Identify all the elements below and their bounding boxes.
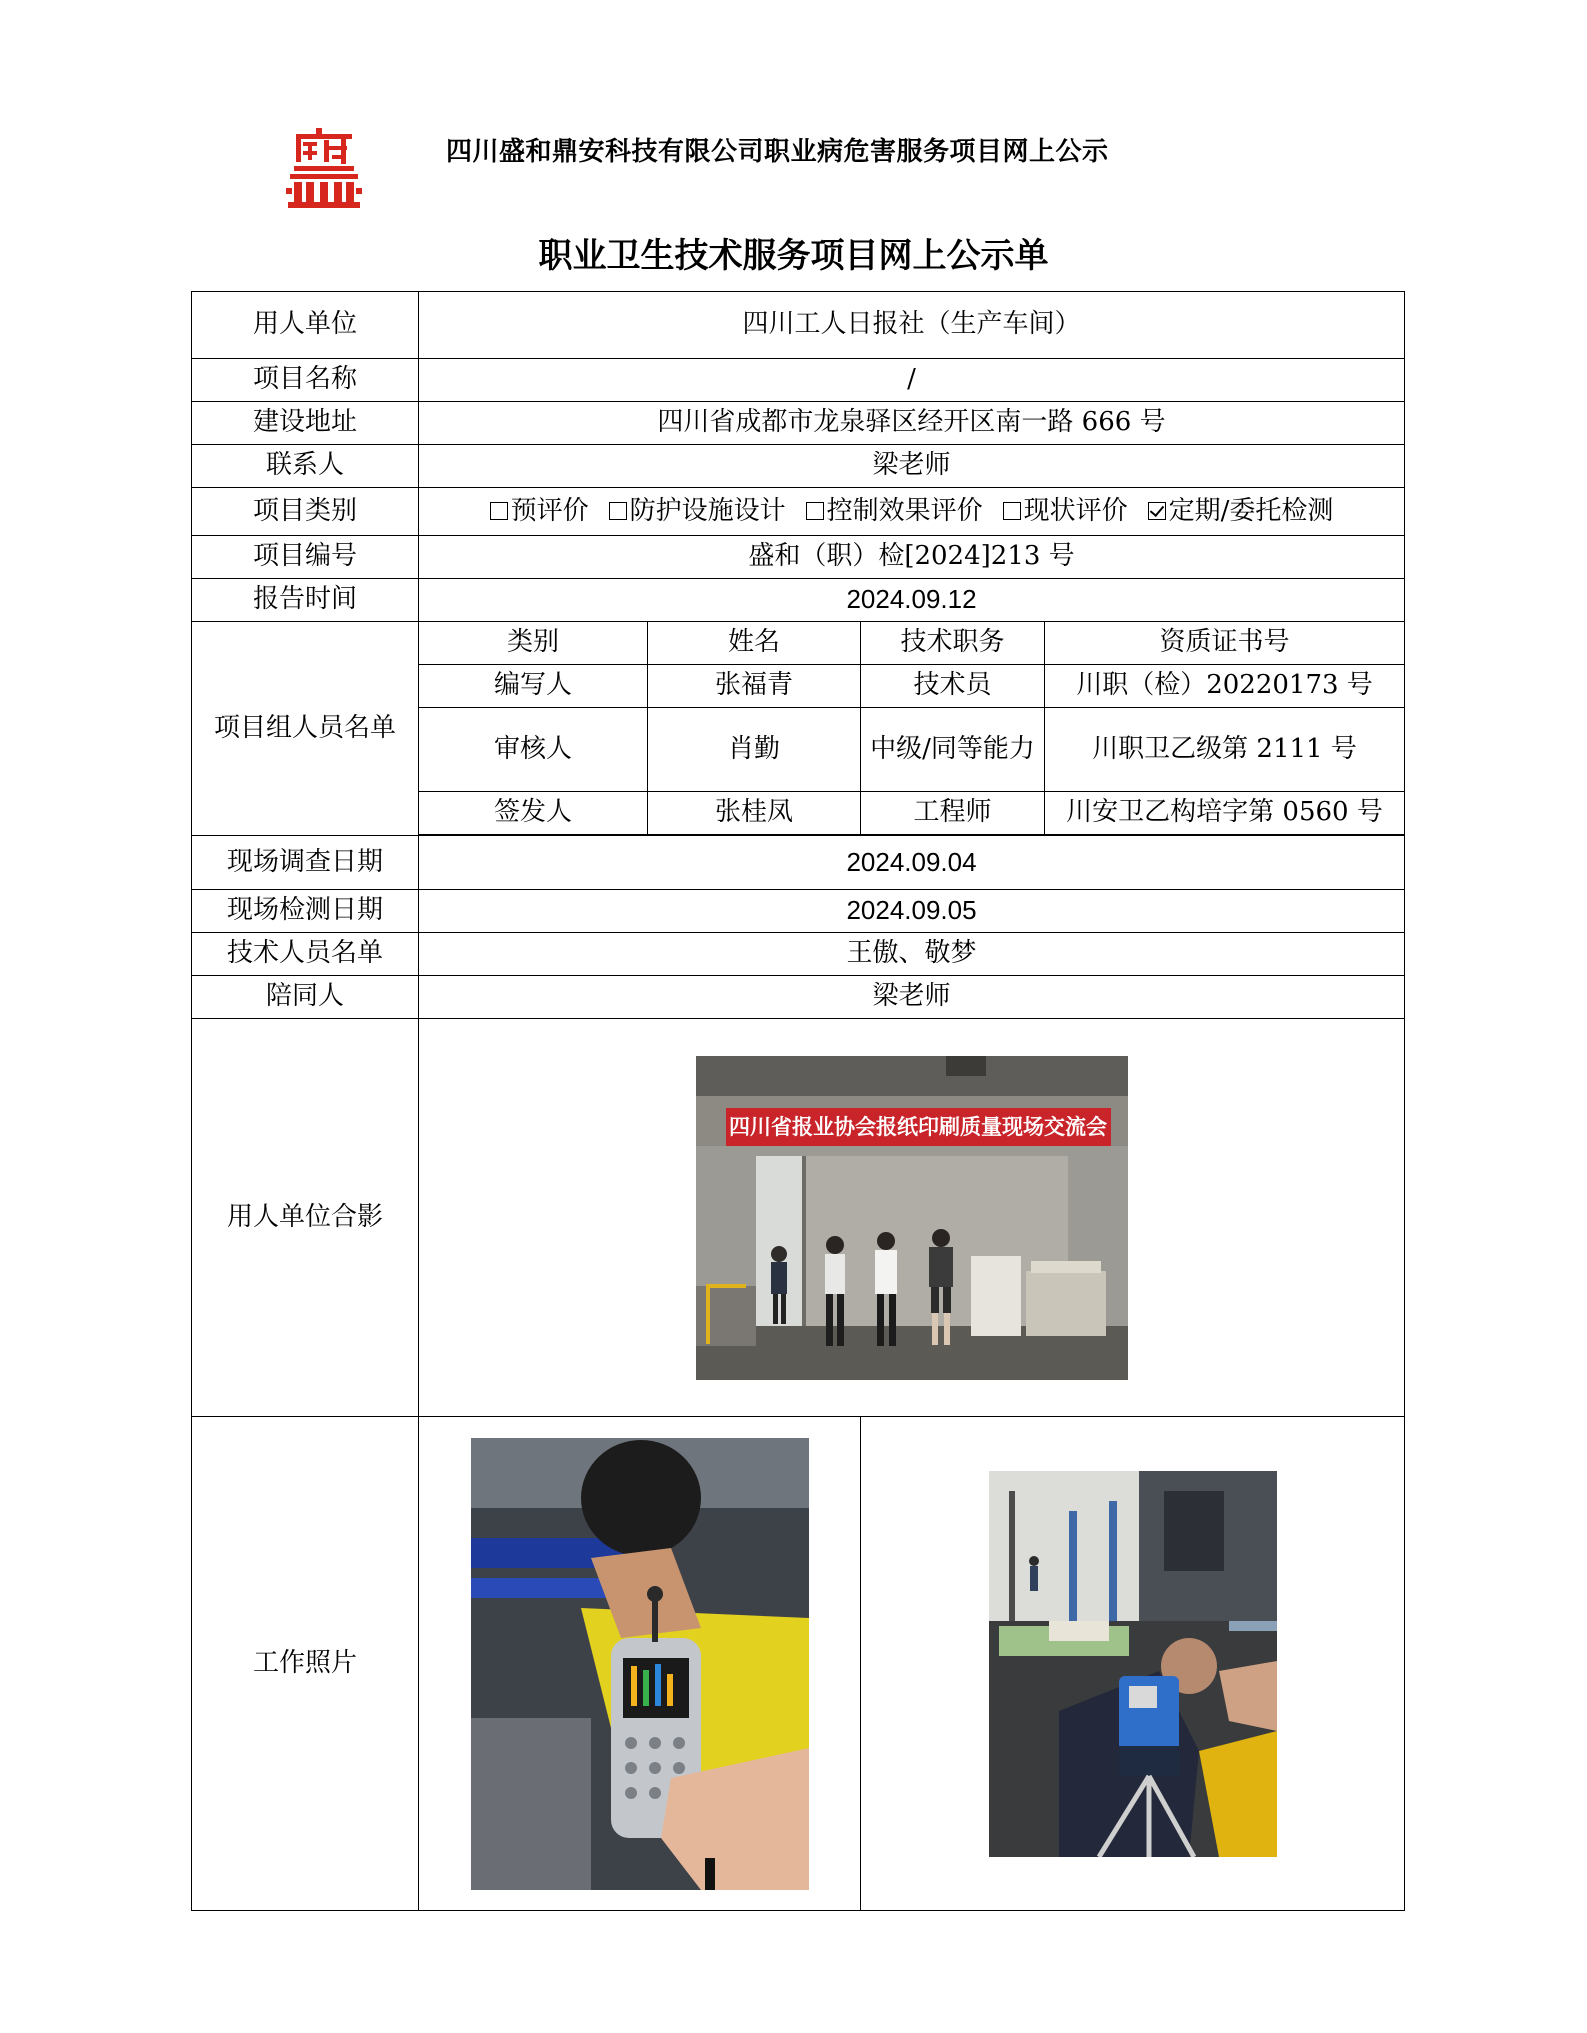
group-photo-cell — [419, 1019, 1405, 1417]
work-photo-left-cell — [419, 1417, 861, 1911]
companion-label: 陪同人 — [192, 976, 419, 1019]
checkbox-unchecked-icon — [609, 502, 627, 520]
team-label: 项目组人员名单 — [192, 622, 419, 836]
employer-value: 四川工人日报社（生产车间） — [419, 292, 1405, 359]
option-label: 现状评价 — [1023, 495, 1128, 526]
work-photo-dust-sampler-image — [989, 1471, 1277, 1857]
option-label: 预评价 — [510, 495, 589, 526]
publicity-form-table — [191, 291, 1405, 1911]
category-label: 项目类别 — [192, 488, 419, 536]
row-technicians — [192, 933, 1405, 976]
option-label: 定期/委托检测 — [1168, 495, 1334, 526]
employer-label: 用人单位 — [192, 292, 419, 359]
team-header-role: 类别 — [419, 622, 648, 665]
banner-text: 四川省报业协会报纸印刷质量现场交流会 — [728, 1114, 1107, 1139]
row-employer — [192, 292, 1405, 359]
member-name: 张桂凤 — [648, 792, 861, 835]
document-title: 职业卫生技术服务项目网上公示单 — [538, 236, 1049, 276]
member-title: 技术员 — [861, 665, 1045, 708]
test-date-value: 2024.09.05 — [419, 890, 1405, 933]
team-header-cert: 资质证书号 — [1045, 622, 1405, 665]
survey-date-label: 现场调查日期 — [192, 836, 419, 890]
row-companion — [192, 976, 1405, 1019]
member-name: 张福青 — [648, 665, 861, 708]
team-header-row — [192, 622, 1405, 665]
option-label: 防护设施设计 — [629, 495, 786, 526]
project-name-value: / — [419, 359, 1405, 402]
team-header-name: 姓名 — [648, 622, 861, 665]
row-survey-date — [192, 836, 1405, 890]
row-address — [192, 402, 1405, 445]
member-cert: 川安卫乙构培字第 0560 号 — [1045, 792, 1405, 835]
member-title: 中级/同等能力 — [861, 708, 1045, 792]
row-work-photos — [192, 1417, 1405, 1911]
member-title: 工程师 — [861, 792, 1045, 835]
member-role: 编写人 — [419, 665, 648, 708]
project-name-label: 项目名称 — [192, 359, 419, 402]
category-option-protection-design[interactable] — [609, 494, 786, 529]
address-label: 建设地址 — [192, 402, 419, 445]
category-option-status-evaluation[interactable] — [1003, 494, 1128, 529]
report-time-label: 报告时间 — [192, 579, 419, 622]
survey-date-value: 2024.09.04 — [419, 836, 1405, 890]
checkbox-unchecked-icon — [806, 502, 824, 520]
team-header-title: 技术职务 — [861, 622, 1045, 665]
row-project-name — [192, 359, 1405, 402]
member-name: 肖勤 — [648, 708, 861, 792]
row-group-photo — [192, 1019, 1405, 1417]
row-test-date — [192, 890, 1405, 933]
member-cert: 川职（检）20220173 号 — [1045, 665, 1405, 708]
contact-label: 联系人 — [192, 445, 419, 488]
work-photo-sound-meter-image — [471, 1438, 809, 1890]
member-role: 签发人 — [419, 792, 648, 835]
group-photo-image — [696, 1056, 1128, 1380]
companion-value: 梁老师 — [419, 976, 1405, 1019]
member-role: 审核人 — [419, 708, 648, 792]
group-photo-label: 用人单位合影 — [192, 1019, 419, 1417]
category-option-control-effect[interactable] — [806, 494, 983, 529]
checkbox-unchecked-icon — [1003, 502, 1021, 520]
work-photo-right-cell — [861, 1417, 1405, 1911]
address-value: 四川省成都市龙泉驿区经开区南一路 666 号 — [419, 402, 1405, 445]
row-contact — [192, 445, 1405, 488]
project-no-label: 项目编号 — [192, 536, 419, 579]
test-date-label: 现场检测日期 — [192, 890, 419, 933]
sheng-seal-logo-icon — [286, 128, 362, 208]
category-option-periodic-testing[interactable] — [1148, 494, 1334, 529]
contact-value: 梁老师 — [419, 445, 1405, 488]
category-options — [419, 488, 1405, 536]
member-cert: 川职卫乙级第 2111 号 — [1045, 708, 1405, 792]
company-heading: 四川盛和鼎安科技有限公司职业病危害服务项目网上公示 — [446, 137, 1109, 167]
option-label: 控制效果评价 — [826, 495, 983, 526]
row-report-time — [192, 579, 1405, 622]
category-option-pre-evaluation[interactable] — [490, 494, 589, 529]
report-time-value: 2024.09.12 — [419, 579, 1405, 622]
project-no-value: 盛和（职）检[2024]213 号 — [419, 536, 1405, 579]
checkbox-checked-icon — [1148, 502, 1166, 520]
work-photos-label: 工作照片 — [192, 1417, 419, 1911]
technicians-value: 王傲、敬梦 — [419, 933, 1405, 976]
technicians-label: 技术人员名单 — [192, 933, 419, 976]
checkbox-unchecked-icon — [490, 502, 508, 520]
row-project-no — [192, 536, 1405, 579]
row-category — [192, 488, 1405, 536]
